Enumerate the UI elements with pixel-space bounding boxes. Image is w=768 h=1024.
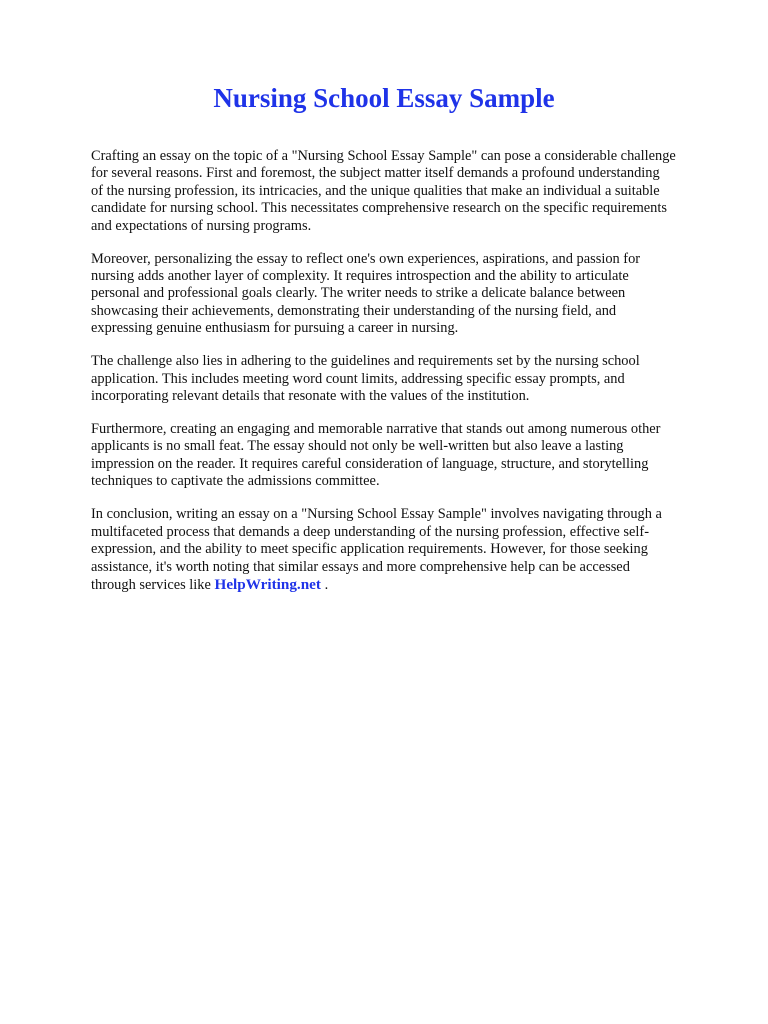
paragraph-line: expression, and the ability to meet specific application requirements. However, for those seeking	[91, 541, 648, 558]
paragraph-5	[91, 506, 751, 594]
paragraph-line: of the nursing profession, its intricacies, and the unique qualities that make an individual a suitable	[91, 182, 660, 199]
paragraph-line: showcasing their achievements, demonstrating their understanding of the nursing field, and	[91, 302, 617, 319]
paragraph-line: candidate for nursing school. This necessitates comprehensive research on the specific requirements	[91, 200, 667, 217]
paragraph-line: and expectations of nursing programs.	[91, 217, 312, 234]
paragraph-line: assistance, it's worth noting that similar essays and more comprehensive help can be accessed	[91, 558, 630, 575]
paragraph-1	[91, 148, 751, 235]
paragraph-line: expressing genuine enthusiasm for pursuing a career in nursing.	[91, 320, 459, 337]
link-suffix-text: .	[320, 576, 329, 593]
essay-body	[91, 148, 751, 610]
page-title: Nursing School Essay Sample	[213, 83, 555, 113]
paragraph-line: nursing adds another layer of complexity. It requires introspection and the ability to articulate	[91, 268, 629, 285]
paragraph-last-line	[91, 576, 751, 594]
paragraph-line: Furthermore, creating an engaging and memorable narrative that stands out among numerous other	[91, 421, 661, 438]
paragraph-line: incorporating relevant details that resonate with the values of the institution.	[91, 388, 530, 405]
link-prefix-text: through services like	[91, 576, 215, 593]
paragraph-3	[91, 353, 751, 405]
paragraph-line: impression on the reader. It requires careful consideration of language, structure, and storytelling	[91, 455, 649, 472]
paragraph-line: The challenge also lies in adhering to the guidelines and requirements set by the nursing school	[91, 353, 640, 370]
paragraph-line: multifaceted process that demands a deep understanding of the nursing profession, effective self-	[91, 523, 649, 540]
paragraph-line: In conclusion, writing an essay on a "Nursing School Essay Sample" involves navigating through a	[91, 506, 662, 523]
paragraph-line: for several reasons. First and foremost, the subject matter itself demands a profound understanding	[91, 165, 660, 182]
paragraph-2	[91, 251, 751, 338]
paragraph-line: Crafting an essay on the topic of a "Nursing School Essay Sample" can pose a considerable challenge	[91, 148, 676, 164]
paragraph-line: personal and professional goals clearly. The writer needs to strike a delicate balance between	[91, 285, 626, 302]
paragraph-line: application. This includes meeting word count limits, addressing specific essay prompts, and	[91, 370, 625, 387]
paragraph-4	[91, 421, 751, 491]
paragraph-line: techniques to captivate the admissions committee.	[91, 473, 380, 490]
paragraph-line: Moreover, personalizing the essay to reflect one's own experiences, aspirations, and passion for	[91, 250, 641, 267]
paragraph-line: applicants is no small feat. The essay should not only be well-written but also leave a lasting	[91, 438, 624, 455]
helpwriting-link[interactable]: HelpWriting.net	[214, 575, 321, 593]
